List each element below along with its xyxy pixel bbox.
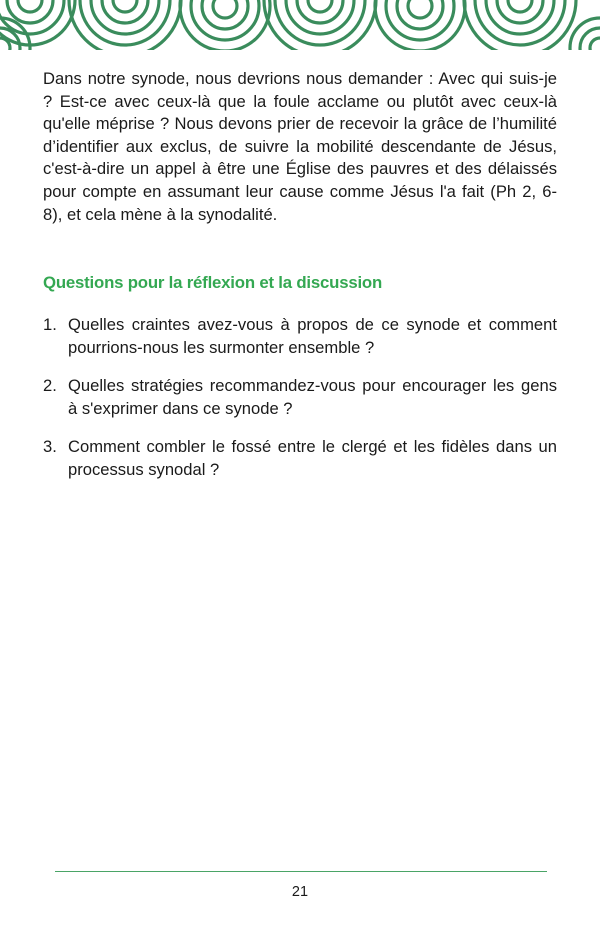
- footer-divider: [55, 871, 547, 872]
- body-paragraph: Dans notre synode, nous devrions nous demander : Avec qui suis-je ? Est-ce avec ceux-là que la foule acclame ou plutôt avec ceux-là qu'elle méprise ? Nous devons prier de recevoir la grâce de l’humilité d’identifier aux exclus, de suivre la mobilité descendante de Jésus, c'est-à-dire un appel à être une Église des pauvres et des délaissés pour compte en assumant leur cause comme Jésus l'a fait (Ph 2, 6-8), et cela mène à la synodalité.: [43, 69, 557, 224]
- question-item: [43, 436, 557, 481]
- header-decoration: [0, 0, 600, 50]
- question-item: [43, 314, 557, 359]
- section-heading: Questions pour la réflexion et la discussion: [43, 273, 383, 292]
- page-number: 21: [291, 884, 309, 900]
- question-list: [43, 314, 557, 498]
- question-text: Quelles craintes avez-vous à propos de ce synode et comment pourrions-nous les surmonter ensemble ?: [68, 315, 557, 357]
- question-number: 2.: [43, 376, 57, 396]
- question-number: 3.: [43, 437, 57, 457]
- question-text: Quelles stratégies recommandez-vous pour encourager les gens à s'exprimer dans ce synode ?: [68, 376, 557, 418]
- question-text: Comment combler le fossé entre le clergé et les fidèles dans un processus synodal ?: [68, 437, 557, 479]
- question-number: 1.: [43, 315, 57, 334]
- question-item: [43, 375, 557, 420]
- concentric-arcs-pattern-icon: [0, 0, 600, 50]
